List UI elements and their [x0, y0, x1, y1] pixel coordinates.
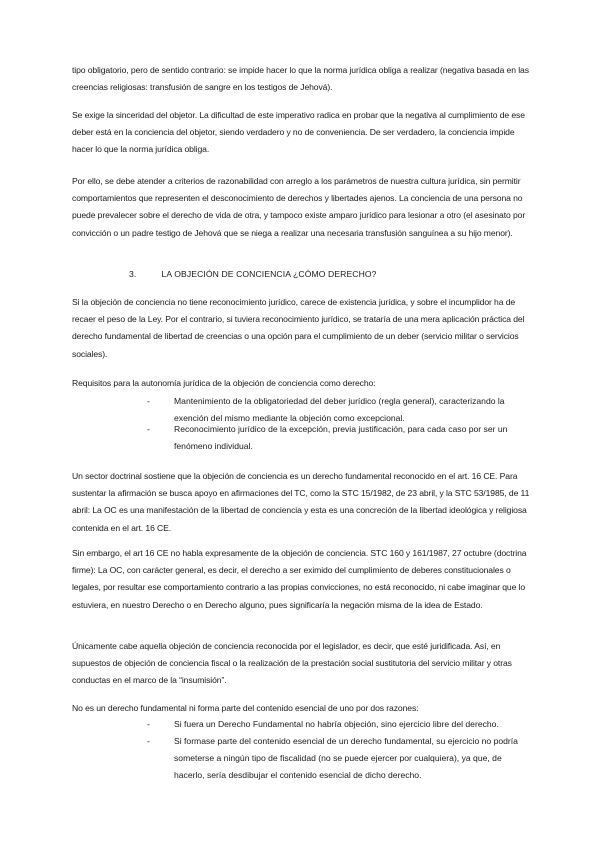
paragraph-4: Si la objeción de conciencia no tiene reconocimiento jurídico, carece de existencia jurídica, y sobre el incumplidor ha de recaer el peso de la Ley. Por el contrario, si tuviera reconocimiento jurídico, se trataría de una mera aplicación práctica del derecho fundamental de libertad de creencias o una opción para el cumplimiento de un deber (servicio militar o servicios sociales). [72, 297, 525, 359]
paragraph-6: Un sector doctrinal sostiene que la objeción de conciencia es un derecho fundamental reconocido en el art. 16 CE. Para sustentar la afirmación se busca apoyo en afirmaciones del TC, como la STC 15/1982, de 23 abril, y la STC 53/1985, de 11 abril: La OC es una manifestación de la libertad de conciencia y esta es una concreción de la libertad ideológica y religiosa contenida en el art. 16 CE. [72, 471, 530, 533]
paragraph-9: No es un derecho fundamental ni forma parte del contenido esencial de uno por dos razones: [72, 703, 419, 713]
bullet-dash: - [147, 719, 150, 729]
list-item [147, 421, 532, 455]
bullet-dash: - [147, 736, 150, 746]
bullet-dash: - [147, 424, 150, 434]
list-item [147, 733, 532, 785]
paragraph-8: Únicamente cabe aquella objeción de conciencia reconocida por el legislador, es decir, que esté juridificada. Así, en supuestos de objeción de conciencia fiscal o la realización de la prestación social sustitutoria del servicio militar y otras conductas en el marco de la “insumisión”. [72, 641, 512, 686]
list-item-text: Si fuera un Derecho Fundamental no habría objeción, sino ejercicio libre del derecho. [174, 719, 499, 729]
list-item-text: Mantenimiento de la obligatoriedad del deber jurídico (regla general), caracterizando la exención del mismo mediante la objeción como excepcional. [174, 396, 505, 424]
bullet-dash: - [147, 396, 150, 406]
paragraph-1: tipo obligatorio, pero de sentido contrario: se impide hacer lo que la norma jurídica obliga a realizar (negativa basada en las creencias religiosas: transfusión de sangre en los testigos de Jehová). [72, 65, 529, 93]
list-item-text: Si formase parte del contenido esencial de un derecho fundamental, su ejercicio no podría someterse a ningún tipo de fiscalidad (no se puede ejercer por cualquiera), ya que, de hacerlo, sería desdibujar el contenido esencial de dicho derecho. [174, 736, 518, 781]
list-item [147, 716, 532, 733]
paragraph-3: Por ello, se debe atender a criterios de razonabilidad con arreglo a los parámetros de nuestra cultura jurídica, sin permitir comportamientos que representen el desconocimiento de derechos y libertades ajenos. La conciencia de una persona no puede prevalecer sobre el derecho de vida de otra, y tampoco existe amparo jurídico para lesionar a otro (el asesinato por convicción o un padre testigo de Jehová que se niega a realizar una necesaria transfusión sanguínea a su hijo menor). [72, 176, 526, 238]
paragraph-2: Se exige la sinceridad del objetor. La dificultad de este imperativo radica en probar que la negativa al cumplimiento de ese deber está en la conciencia del objetor, siendo verdadero y no de conveniencia. De ser verdadero, la conciencia impide hacer lo que la norma jurídica obliga. [72, 110, 525, 155]
section-title: LA OBJECIÓN DE CONCIENCIA ¿CÓMO DERECHO? [161, 269, 377, 279]
section-number: 3. [129, 269, 137, 279]
paragraph-5: Requisitos para la autonomía jurídica de la objeción de conciencia como derecho: [72, 378, 376, 388]
section-heading [129, 266, 529, 283]
list-item-text: Reconocimiento jurídico de la excepción, previa justificación, para cada caso por ser un fenómeno individual. [174, 424, 508, 452]
paragraph-7: Sin embargo, el art 16 CE no habla expresamente de la objeción de conciencia. STC 160 y 161/1987, 27 octubre (doctrina firme): La OC, con carácter general, es decir, el derecho a ser eximido del cumplimiento de deberes constitucionales o legales, por resultar ese comportamiento contrario a las propias convicciones, no está reconocido, ni cabe imaginar que lo estuviera, en nuestro Derecho o en Derecho alguno, pues significaría la negación misma de la idea de Estado. [72, 548, 527, 610]
